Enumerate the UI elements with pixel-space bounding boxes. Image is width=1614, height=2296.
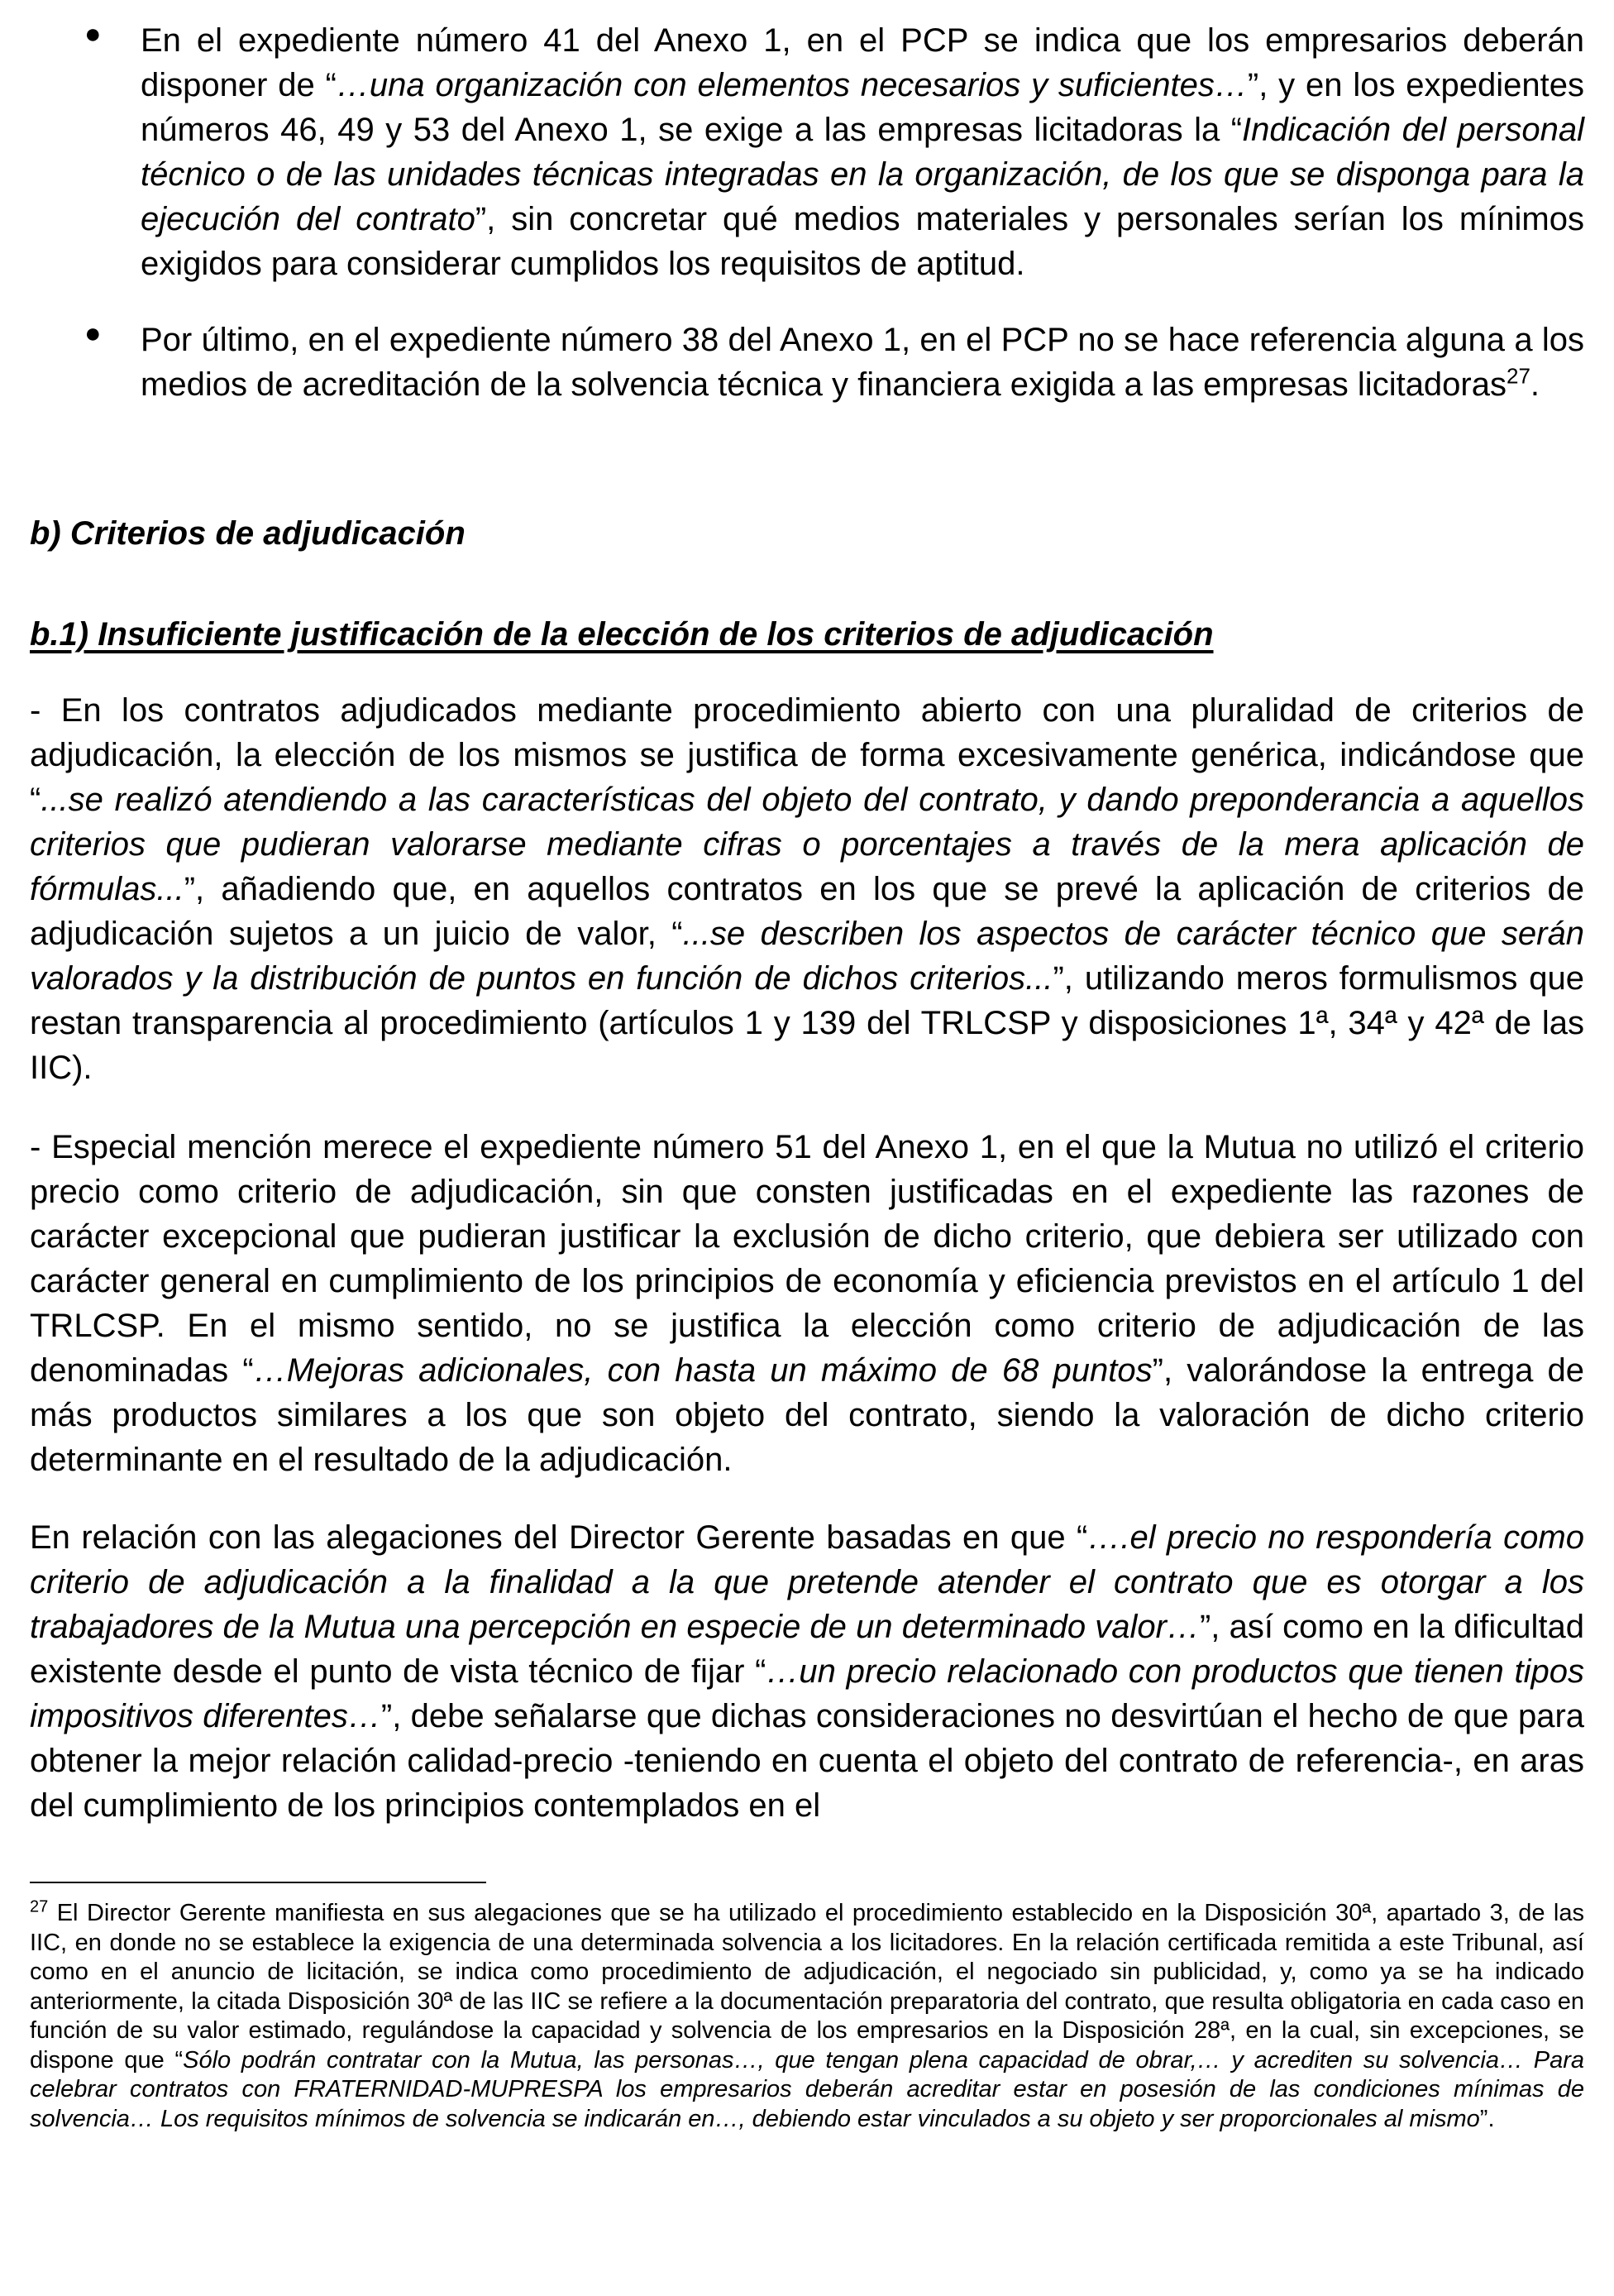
quoted-text: ...se describen los aspectos de carácter técnico que serán valorados y la distribución de puntos en función de dichos criterios... xyxy=(30,916,1584,997)
quoted-text: ...se realizó atendiendo a las características del objeto del contrato, y dando preponderancia a aquellos criterios que pudieran valorarse mediante cifras o porcentajes a través de la mera aplicación de fórmulas... xyxy=(30,782,1584,907)
text-run: ”, añadiendo que, en aquellos contratos en los que se prevé la aplicación de criterios de adjudicación sujetos a un juicio de valor, “ xyxy=(30,871,1584,952)
footnote xyxy=(30,1899,1584,2134)
bullet-dot-icon: ● xyxy=(84,318,102,349)
bullet-dot-icon: ● xyxy=(84,18,102,50)
paragraph xyxy=(30,1125,1584,1482)
text-run: . xyxy=(1530,366,1540,403)
text-run: - En los contratos adjudicados mediante procedimiento abierto con una pluralidad de criterios de adjudicación, la elección de los mismos se justifica de forma excesivamente genérica, indicándose que “ xyxy=(30,692,1584,818)
text-run: Por último, en el expediente número 38 del Anexo 1, en el PCP no se hace referencia alguna a los medios de acreditación de la solvencia técnica y financiera exigida a las empresas licitadoras xyxy=(141,322,1584,403)
quoted-text: …una organización con elementos necesarios y suficientes… xyxy=(336,67,1248,103)
text-run: En relación con las alegaciones del Director Gerente basadas en que “ xyxy=(30,1519,1088,1556)
paragraph xyxy=(30,688,1584,1090)
quoted-text: Indicación del personal técnico o de las unidades técnicas integradas en la organización, de los que se disponga para la ejecución del contrato xyxy=(141,112,1584,237)
quoted-text: …Mejoras adicionales, con hasta un máximo de 68 puntos xyxy=(253,1352,1153,1389)
footnote-separator xyxy=(30,1882,486,1883)
bullet-text xyxy=(141,18,1584,286)
footnote-ref: 27 xyxy=(1507,363,1530,389)
text-run: ”. xyxy=(1479,2105,1495,2132)
bullet-item xyxy=(30,318,1584,407)
text-run: ”, debe señalarse que dichas consideraciones no desvirtúan el hecho de que para obtener la mejor relación calidad-precio -teniendo en cuenta el objeto del contrato de referencia-, en aras del cumplimiento de los principios contemplados en el xyxy=(30,1698,1585,1824)
text-run: ”, sin concretar qué medios materiales y personales serían los mínimos exigidos para considerar cumplidos los requisitos de aptitud. xyxy=(141,201,1584,282)
quoted-text: Sólo podrán contratar con la Mutua, las personas…, que tengan plena capacidad de obrar,… y acrediten su solvencia… Para celebrar contratos con FRATERNIDAD-MUPRESPA los empresarios deberán acreditar estar en posesión de las condiciones mínimas de solvencia… Los requisitos mínimos de solvencia se indicarán en…, debiendo estar vinculados a su objeto y ser proporcionales al mismo xyxy=(30,2046,1584,2132)
subsection-heading: b.1) Insuficiente justificación de la elección de los criterios de adjudicación xyxy=(30,616,1214,653)
text-run: ”, así como en la dificultad existente desde el punto de vista técnico de fijar “ xyxy=(30,1609,1584,1690)
bullet-item xyxy=(30,18,1584,286)
text-run: ”, valorándose la entrega de más productos similares a los que son objeto del contrato, siendo la valoración de dicho criterio determinante en el resultado de la adjudicación. xyxy=(30,1352,1585,1478)
text-run: - Especial mención merece el expediente número 51 del Anexo 1, en el que la Mutua no utilizó el criterio precio como criterio de adjudicación, sin que consten justificadas en el expediente las razones de carácter excepcional que pudieran justificar la exclusión de dicho criterio, que debiera ser utilizado con carácter general en cumplimiento de los principios de economía y eficiencia previstos en el artículo 1 del TRLCSP. En el mismo sentido, no se justifica la elección como criterio de adjudicación de las denominadas “ xyxy=(30,1129,1584,1389)
quoted-text: ….el precio no respondería como criterio de adjudicación a la finalidad a la que pretende atender el contrato que es otorgar a los trabajadores de la Mutua una percepción en especie de un determinado valor… xyxy=(30,1519,1584,1645)
bullet-text xyxy=(141,318,1584,407)
text-run: En el expediente número 41 del Anexo 1, en el PCP se indica que los empresarios deberán disponer de “ xyxy=(141,22,1584,103)
bullet-list xyxy=(30,18,1584,407)
footnote-ref: 27 xyxy=(30,1897,49,1916)
text-run: ”, y en los expedientes números 46, 49 y 53 del Anexo 1, se exige a las empresas licitadoras la “ xyxy=(141,67,1584,148)
paragraph xyxy=(30,1515,1584,1828)
quoted-text: …un precio relacionado con productos que tienen tipos impositivos diferentes… xyxy=(30,1653,1584,1734)
text-run: El Director Gerente manifiesta en sus alegaciones que se ha utilizado el procedimiento establecido en la Disposición 30ª, apartado 3, de las IIC, en donde no se establece la exigencia de una determinada solvencia a los licitadores. En la relación certificada remitida a este Tribunal, así como en el anuncio de licitación, se indica como procedimiento de adjudicación, el negociado sin publicidad, y, como ya se ha indicado anteriormente, la citada Disposición 30ª de las IIC se refiere a la documentación preparatoria del contrato, que resulta obligatoria en cada caso en función de su valor estimado, regulándose la capacidad y solvencia de los empresarios en la Disposición 28ª, en la cual, sin excepciones, se dispone que “ xyxy=(30,1900,1584,2074)
section-heading: b) Criterios de adjudicación xyxy=(30,515,466,552)
text-run: ”, utilizando meros formulismos que restan transparencia al procedimiento (artículos 1 y 139 del TRLCSP y disposiciones 1ª, 34ª y 42ª de las IIC). xyxy=(30,960,1584,1086)
